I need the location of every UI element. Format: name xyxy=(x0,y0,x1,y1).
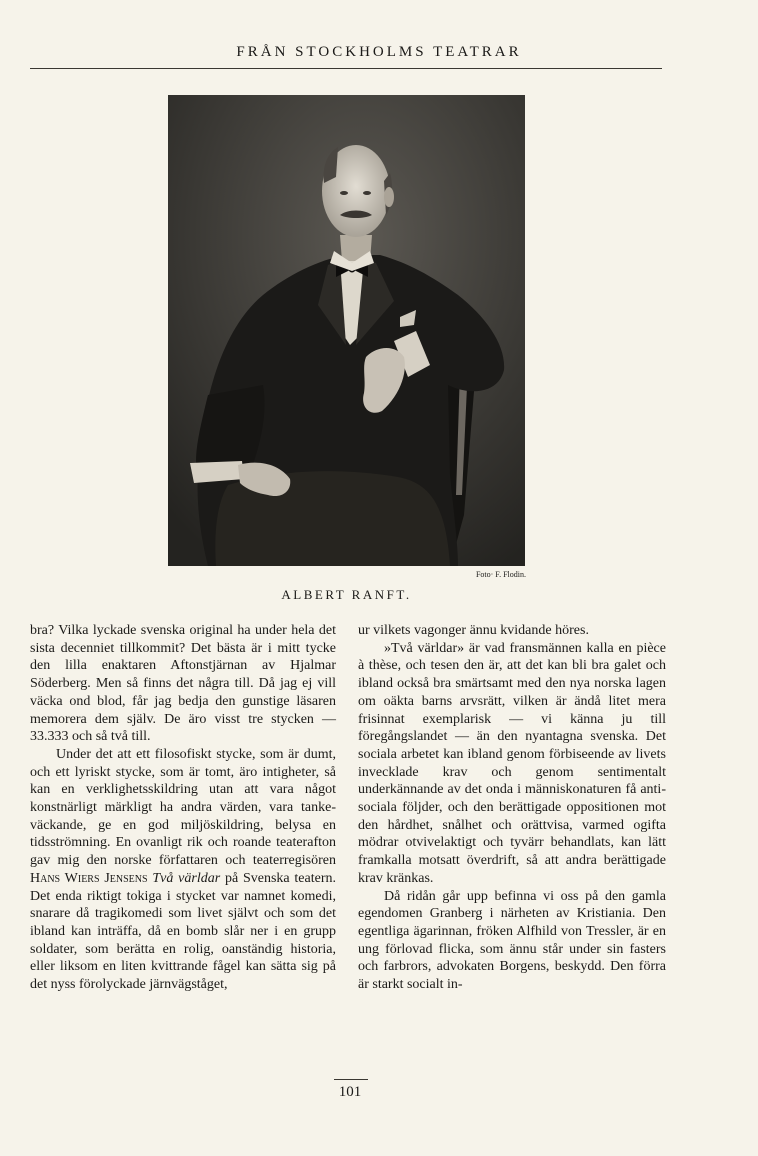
paragraph-text: på Svenska teatern. Det enda riktigt tokiga i stycket var namnet komedi, snarare då tragikomedi som livet självt och som det ibland kan inträffa, då en bomb slår ner i en grupp soldater, som berätta en rolig, oanständig historia, eller liksom en liten kvittrande fågel kan sätta sig på det nyss förolyckade järnvägståget, xyxy=(30,870,336,993)
running-head: FRÅN STOCKHOLMS TEATRAR xyxy=(236,44,522,60)
portrait-photo xyxy=(168,95,525,566)
folio-rule xyxy=(334,1079,368,1080)
header-rule xyxy=(30,68,662,69)
text-column-right xyxy=(358,622,666,994)
paragraph xyxy=(30,746,336,994)
paragraph: Då ridån går upp befinna vi oss på den gamla egendomen Granberg i närheten av Kristiania. Den egentliga ägarinnan, fröken Alfhild von Tressler, är en ung förlovad flicka, som ännu står under sin fasters och farbrors, advokaten Borgens, beskydd. Den förra är starkt socialt in- xyxy=(358,888,666,993)
photo-credit: Foto· F. Flodin. xyxy=(475,570,526,579)
photo-caption: ALBERT RANFT. xyxy=(281,587,412,602)
paragraph-text: Under det att ett filosofiskt stycke, som är dumt, och ett lyriskt stycke, som är tomt, äro intigheter, så kan en verklighetsskildring utan att vara något konstnärligt märkligt ha andra värden, vara tankeväckande, ge en god miljöskildring, belysa en tidsströmning. En ovanligt rik och roande teaterafton gav mig den norske författaren och teaterregisören xyxy=(30,746,336,869)
author-name: Hans Wiers Jensens xyxy=(30,870,148,886)
page-number: 101 xyxy=(338,1084,362,1100)
paragraph: bra? Vilka lyckade svenska original ha under hela det sista decenniet tillkommit? Det bästa är i mitt tycke den lilla enaktaren Aftonstjärnan av Hjalmar Söderberg. Men så finns det några till. Då jag ej vill väcka ond blod, får jag bedja den gunstige läsaren memorera dem själv. De äro visst tre stycken — 33.333 och så två till. xyxy=(30,623,336,745)
play-title: Två världar xyxy=(152,870,221,886)
paragraph: ur vilkets vagonger ännu kvidande höres. xyxy=(358,623,589,638)
text-column-left xyxy=(30,622,336,994)
paragraph: »Två världar» är vad fransmännen kalla en pièce à thèse, och tesen den är, att det kan bli bra galet och ibland också bra smärtsamt med den nya norska lagen om oäkta barns arvsrätt, vilken är ändå litet mera frisinnat exemplarisk — vi känna ju till föregångslandet — än den nyantagna svenska. Det sociala arbetet kan ibland genom förbiseende av livets invecklade krav och genom sentimentalt underkännande av det onda i människonaturen få antisociala följder, och den berättigade oppositionen mot den hårdhet, snålhet och orättvisa, varmed ogifta mödrar otvivelaktigt och tyvärr behandlats, kan lätt framkalla motsatt överdrift, så att andra berättigade krav kränkas. xyxy=(358,640,666,886)
